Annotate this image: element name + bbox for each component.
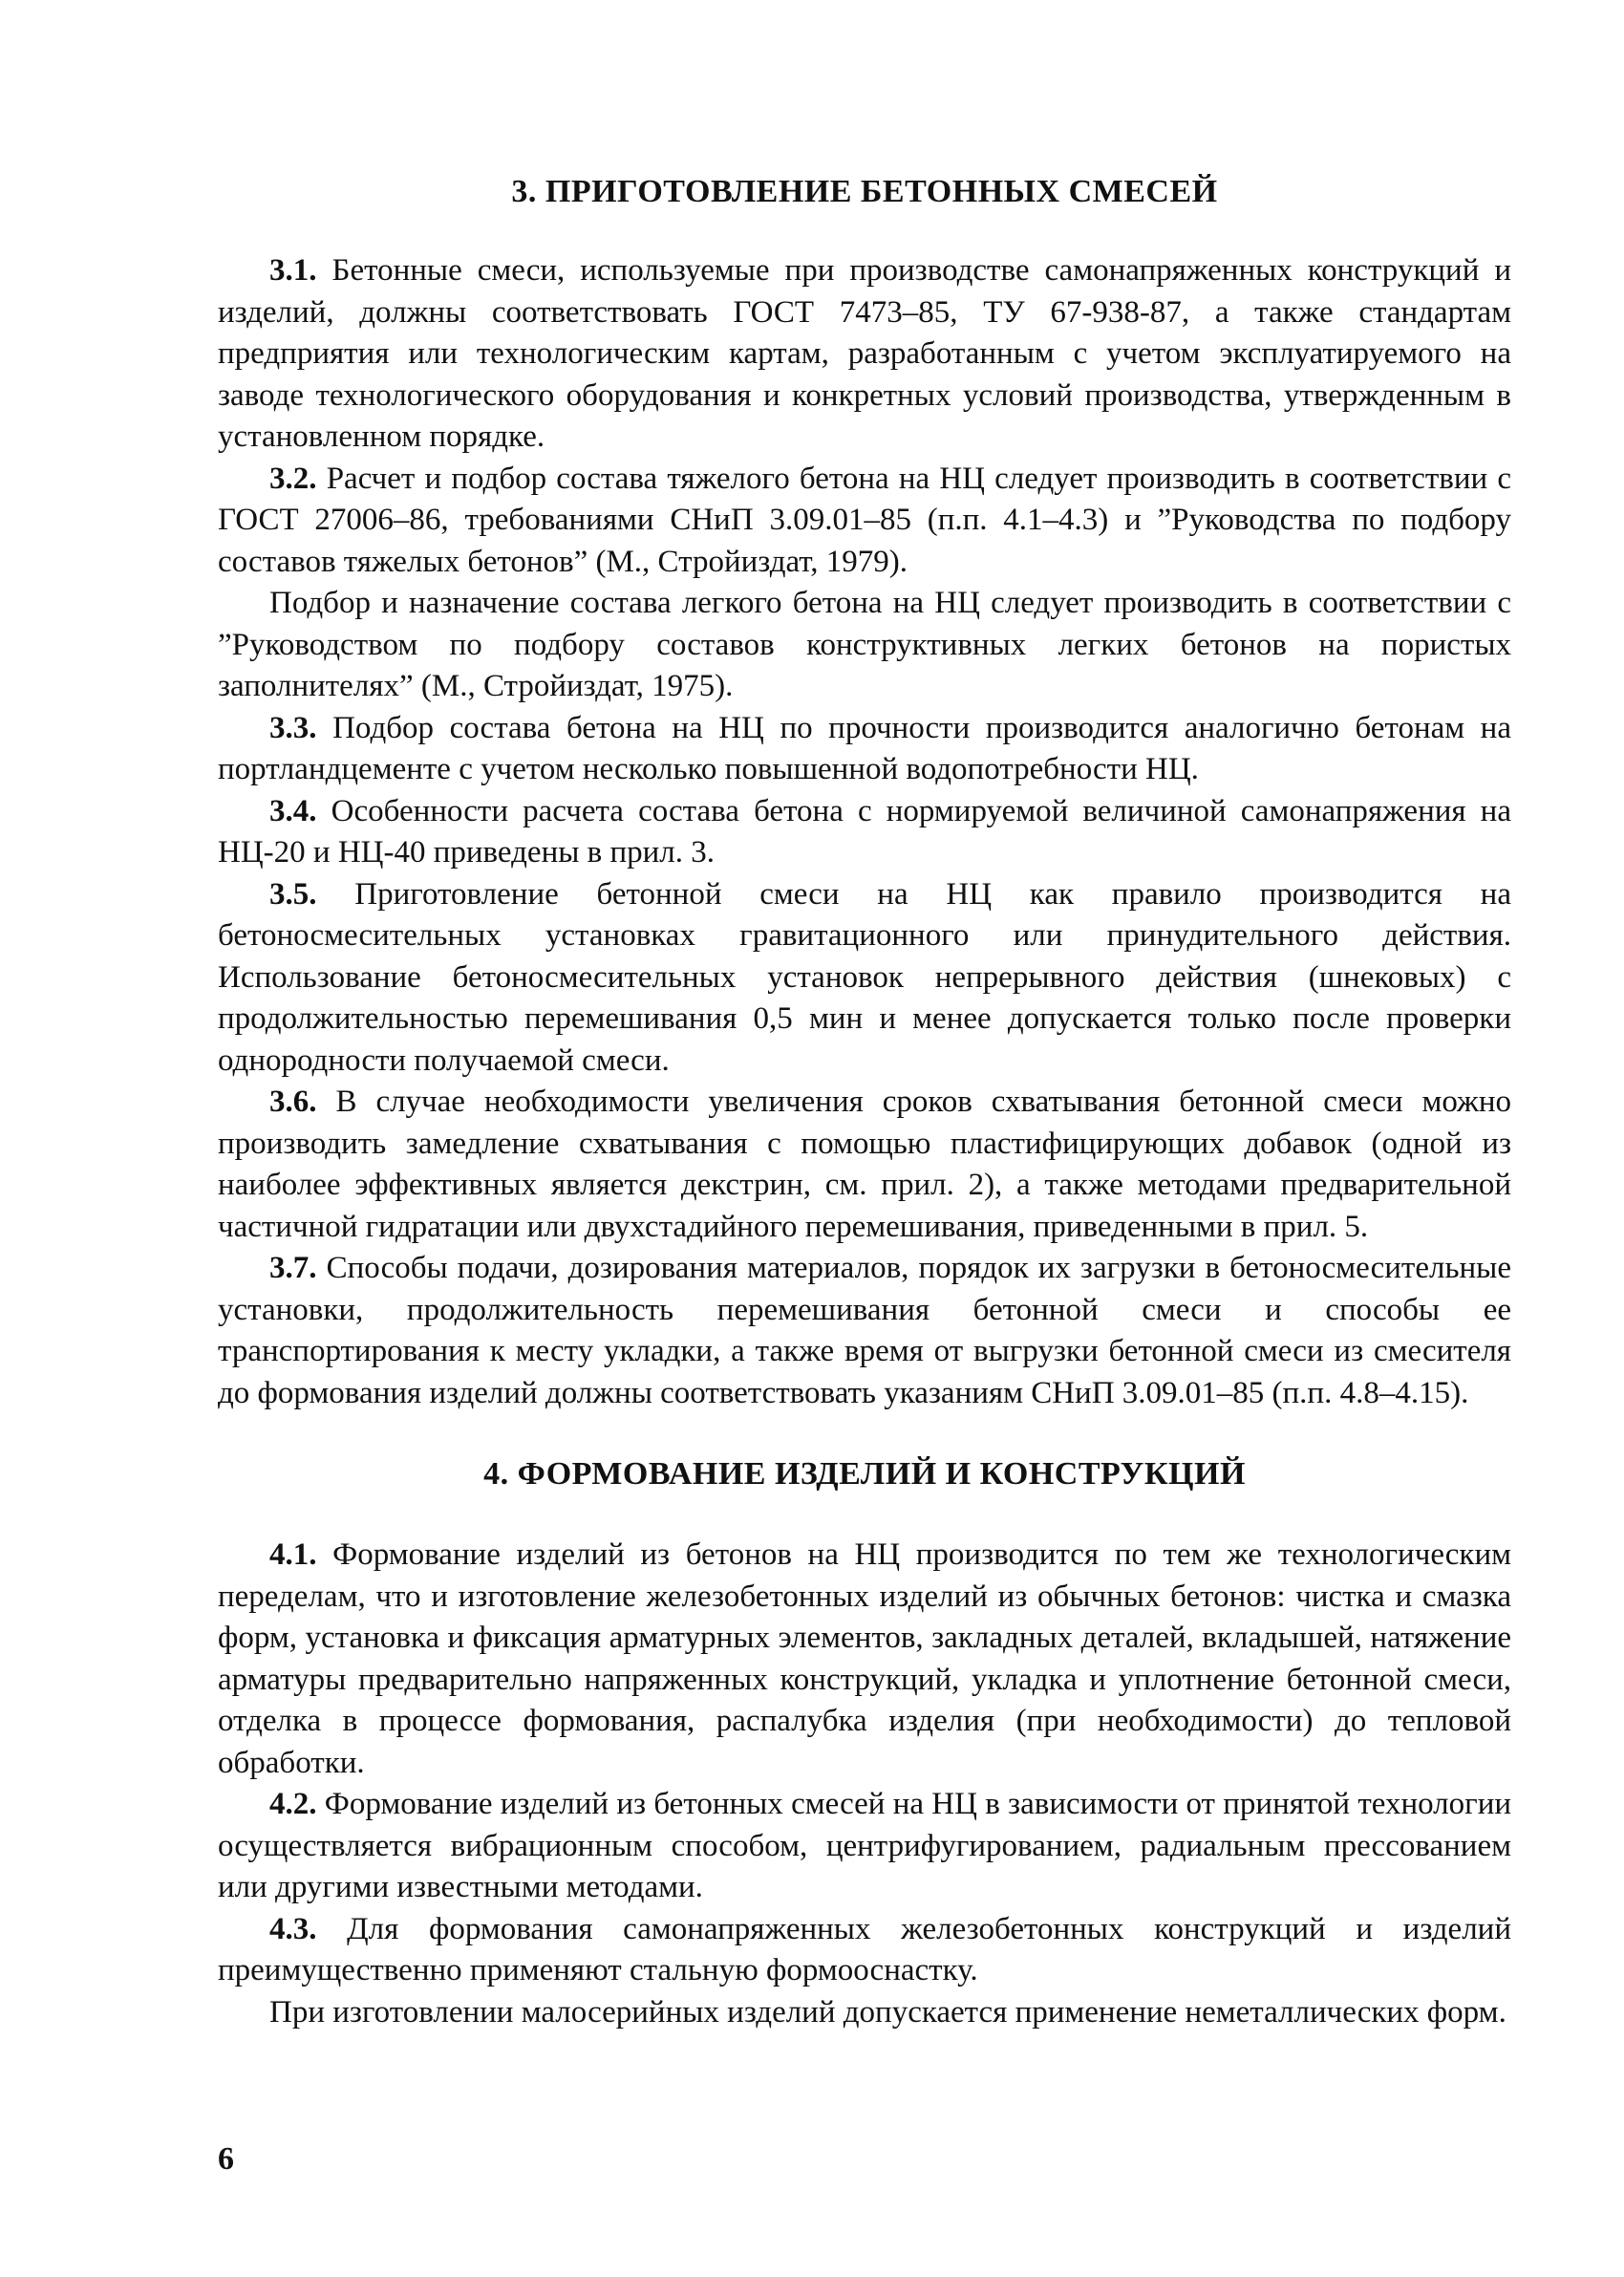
paragraph-3-6 (218, 1082, 1511, 1248)
paragraph-number: 3.6. (269, 1085, 317, 1119)
paragraph-text: Формование изделий из бетонных смесей на НЦ в зависимости от принятой технологии осуществляется вибрационным способом, центрифугированием, радиальным прессованием или другими известными методами. (218, 1787, 1512, 1904)
paragraph-text: Формование изделий из бетонов на НЦ производится по тем же технологическим переделам, что и изготовление железобетонных изделий из обычных бетонов: чистка и смазка форм, установка и фиксация арматурных элементов, закладных деталей, вкладышей, натяжение арматуры предварительно напряженных конструкций, укладка и уплотнение бетонной смеси, отделка в процессе формования, распалубка изделия (при необходимости) до тепловой обработки. (218, 1537, 1512, 1780)
paragraph-number: 4.2. (269, 1787, 317, 1821)
paragraph-number: 4.1. (269, 1537, 317, 1572)
paragraph-text: Способы подачи, дозирования материалов, порядок их загрузки в бетоносмесительные установки, продолжительность перемешивания бетонной смеси и способы ее транспортирования к месту укладки, а также время от выгрузки бетонной смеси из смесителя до формования изделий должны соответствовать указаниям СНиП 3.09.01–85 (п.п. 4.8–4.15). (218, 1251, 1512, 1410)
page-content (218, 172, 1511, 2033)
paragraph-text: Расчет и подбор состава тяжелого бетона на НЦ следует производить в соответствии с ГОСТ 27006–86, требованиями СНиП 3.09.01–85 (п.п. 4.1–4.3) и ”Руководства по подбору составов тяжелых бетонов” (М., Стройиздат, 1979). (218, 461, 1512, 579)
paragraph-number: 3.4. (269, 793, 317, 828)
paragraph-text: Подбор состава бетона на НЦ по прочности производится аналогично бетонам на портландцементе с учетом несколько повышенной водопотребности НЦ. (218, 710, 1511, 786)
paragraph-4-3 (218, 1909, 1511, 1992)
paragraph-text: Для формования самонапряженных железобетонных конструкций и изделий преимущественно применяют стальную формооснастку. (218, 1911, 1511, 1987)
paragraph-3-3 (218, 708, 1511, 791)
paragraph-text: При изготовлении малосерийных изделий допускается применение неметаллических форм. (269, 1994, 1506, 2030)
paragraph-number: 3.7. (269, 1251, 317, 1285)
paragraph-3-5 (218, 874, 1511, 1083)
paragraph-4-1 (218, 1535, 1511, 1784)
section-4-body (218, 1535, 1511, 2033)
paragraph-text: Особенности расчета состава бетона с нормируемой величиной самонапряжения на НЦ-20 и НЦ-40 приведены в прил. 3. (218, 793, 1511, 870)
paragraph-3-2 (218, 459, 1511, 584)
paragraph-4-2 (218, 1784, 1511, 1909)
paragraph-number: 3.2. (269, 461, 317, 496)
paragraph-text: Подбор и назначение состава легкого бетона на НЦ следует производить в соответствии с ”Руководством по подбору составов конструктивных легких бетонов на пористых заполнителях” (М., Стройиздат, 1975). (218, 586, 1511, 703)
paragraph-number: 4.3. (269, 1911, 317, 1946)
paragraph-3-4 (218, 791, 1511, 874)
paragraph-text: Приготовление бетонной смеси на НЦ как правило производится на бетоносмесительных установках гравитационного или принудительного действия. Использование бетоносмесительных установок непрерывного действия (шнековых) с продолжительностью перемешивания 0,5 мин и менее допускается только после проверки однородности получаемой смеси. (218, 876, 1511, 1078)
paragraph-number: 3.1. (269, 253, 317, 288)
paragraph-number: 3.3. (269, 710, 317, 745)
paragraph-number: 3.5. (269, 876, 317, 912)
section-3-title: 3. ПРИГОТОВЛЕНИЕ БЕТОННЫХ СМЕСЕЙ (511, 174, 1218, 209)
paragraph-3-1 (218, 250, 1511, 459)
section-3-body (218, 250, 1511, 1414)
paragraph-text: Бетонные смеси, используемые при производстве самонапряженных конструкций и изделий, должны соответствовать ГОСТ 7473–85, ТУ 67-938-87, а также стандартам предприятия или технологическим картам, разработанным с учетом эксплуатируемого на заводе технологического оборудования и конкретных условий производства, утвержденным в установленном порядке. (218, 253, 1511, 454)
page-number: 6 (218, 2141, 234, 2177)
section-4-title: 4. ФОРМОВАНИЕ ИЗДЕЛИЙ И КОНСТРУКЦИЙ (483, 1456, 1246, 1492)
paragraph-3-7 (218, 1248, 1511, 1414)
paragraph-3-2-continued (218, 583, 1511, 708)
paragraph-4-3-continued (218, 1992, 1511, 2034)
paragraph-text: В случае необходимости увеличения сроков схватывания бетонной смеси можно производить замедление схватывания с помощью пластифицирующих добавок (одной из наиболее эффективных является декстрин, см. прил. 2), а также методами предварительной частичной гидратации или двухстадийного перемешивания, приведенными в прил. 5. (218, 1085, 1512, 1244)
